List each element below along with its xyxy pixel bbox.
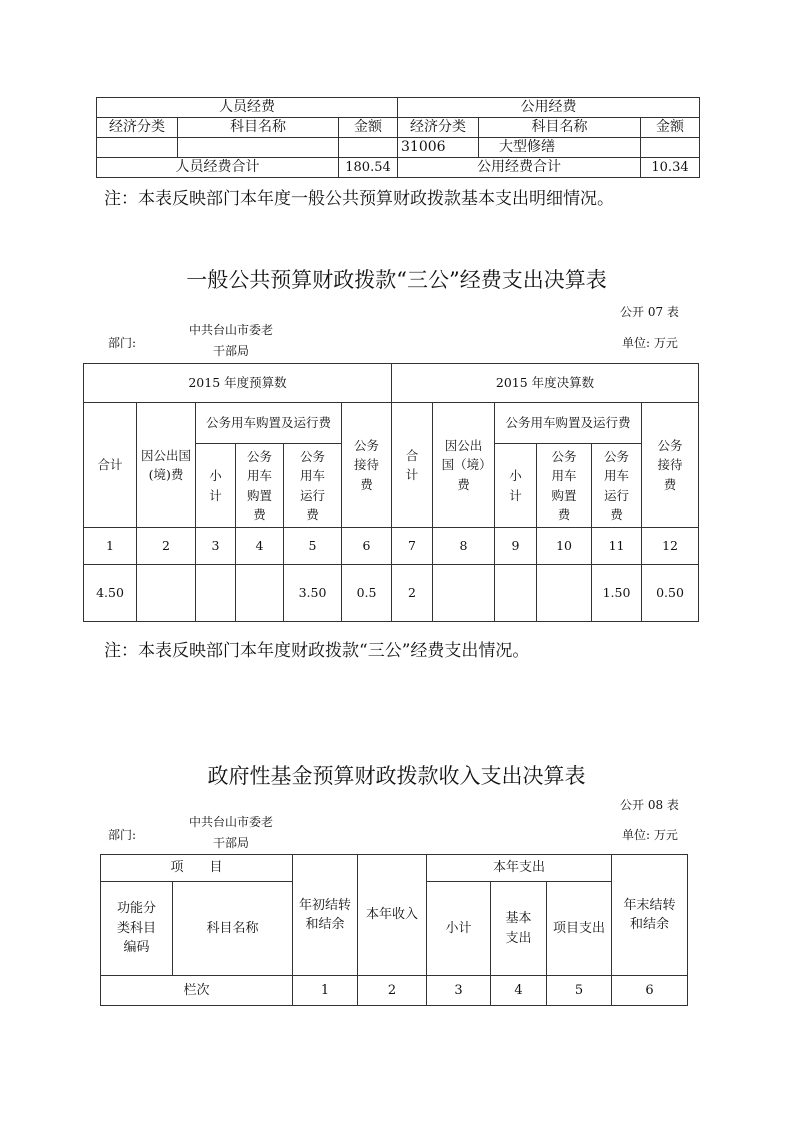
row-label: 栏次 (101, 976, 293, 1006)
dept-name-line2: 干部局 (212, 836, 249, 850)
col-number: 5 (547, 976, 612, 1006)
header-project-expense: 项目支出 (547, 882, 612, 976)
public-header: 公用经费 (398, 98, 700, 118)
col-number: 2 (137, 528, 196, 565)
budget-header: 2015 年度预算数 (84, 364, 392, 403)
header-car-run: 公务用车运行费 (284, 444, 342, 528)
col-number: 7 (392, 528, 433, 565)
value-cell (236, 565, 284, 622)
col-number: 9 (495, 528, 537, 565)
header-abroad: 因公出国(境)费 (137, 403, 196, 528)
header-total: 合计 (84, 403, 137, 528)
header-income: 本年收入 (358, 855, 427, 976)
col-number: 11 (592, 528, 642, 565)
personnel-total-label: 人员经费合计 (97, 158, 339, 178)
dept-name-line2: 干部局 (212, 344, 249, 358)
header-car-group: 公务用车购置及运行费 (196, 403, 342, 444)
basic-expenditure-table (96, 97, 700, 178)
value-cell (196, 565, 236, 622)
cell-empty (97, 138, 178, 158)
three-public-expenses-table (83, 363, 699, 622)
header-end-balance: 年末结转和结余 (612, 855, 688, 976)
table2-code: 公开 07 表 (620, 305, 679, 319)
header-reception-final: 公务接待费 (642, 403, 699, 528)
col-subject-name: 科目名称 (479, 118, 641, 138)
personnel-total-value: 180.54 (339, 158, 398, 178)
header-subject-name: 科目名称 (173, 882, 293, 976)
personnel-header: 人员经费 (97, 98, 398, 118)
public-subject: 大型修缮 (479, 138, 641, 158)
col-number: 4 (491, 976, 547, 1006)
table1-note: 注：本表反映部门本年度一般公共预算财政拨款基本支出明细情况。 (104, 189, 614, 209)
public-total-value: 10.34 (641, 158, 700, 178)
col-number: 1 (84, 528, 137, 565)
table3-title: 政府性基金预算财政拨款收入支出决算表 (207, 764, 586, 788)
header-subtotal: 小计 (427, 882, 491, 976)
value-cell: 1.50 (592, 565, 642, 622)
dept-label: 部门: (108, 828, 137, 842)
header-begin-balance: 年初结转和结余 (293, 855, 358, 976)
col-number: 6 (342, 528, 392, 565)
public-econ-code: 31006 (398, 138, 479, 158)
col-econ-class: 经济分类 (97, 118, 178, 138)
value-cell: 4.50 (84, 565, 137, 622)
public-amount (641, 138, 700, 158)
cell-empty (339, 138, 398, 158)
header-subtotal: 小计 (196, 444, 236, 528)
col-econ-class: 经济分类 (398, 118, 479, 138)
column-number-row (101, 976, 688, 1006)
col-number: 6 (612, 976, 688, 1006)
col-number: 2 (358, 976, 427, 1006)
value-cell (137, 565, 196, 622)
cell-empty (178, 138, 339, 158)
header-subtotal-final: 小计 (495, 444, 537, 528)
col-number: 3 (427, 976, 491, 1006)
government-fund-table (100, 854, 688, 1006)
value-cell (537, 565, 592, 622)
dept-name (176, 812, 286, 854)
unit-label: 单位: 万元 (622, 336, 678, 350)
col-number: 8 (433, 528, 495, 565)
col-number: 5 (284, 528, 342, 565)
dept-name-line1: 中共台山市委老 (188, 323, 273, 337)
dept-label: 部门: (108, 336, 137, 350)
col-subject-name: 科目名称 (178, 118, 339, 138)
col-number: 10 (537, 528, 592, 565)
header-expense-group: 本年支出 (427, 855, 612, 882)
header-car-buy-final: 公务用车购置费 (537, 444, 592, 528)
header-basic-expense: 基本支出 (491, 882, 547, 976)
col-number: 4 (236, 528, 284, 565)
value-cell: 0.50 (642, 565, 699, 622)
header-func-code: 功能分类科目编码 (101, 882, 173, 976)
table3-code: 公开 08 表 (620, 798, 679, 812)
header-item: 项 目 (101, 855, 293, 882)
final-header: 2015 年度决算数 (392, 364, 699, 403)
col-amount: 金额 (339, 118, 398, 138)
table2-title: 一般公共预算财政拨款“三公”经费支出决算表 (186, 268, 607, 292)
column-number-row (84, 528, 699, 565)
table-row (84, 565, 699, 622)
header-abroad-final: 因公出国（境）费 (433, 403, 495, 528)
value-cell (495, 565, 537, 622)
header-car-run-final: 公务用车运行费 (592, 444, 642, 528)
col-amount: 金额 (641, 118, 700, 138)
value-cell: 3.50 (284, 565, 342, 622)
col-number: 12 (642, 528, 699, 565)
header-reception: 公务接待费 (342, 403, 392, 528)
value-cell: 2 (392, 565, 433, 622)
header-car-group-final: 公务用车购置及运行费 (495, 403, 642, 444)
public-total-label: 公用经费合计 (398, 158, 641, 178)
dept-name-line1: 中共台山市委老 (188, 815, 273, 829)
dept-name (176, 320, 286, 362)
unit-label: 单位: 万元 (622, 828, 678, 842)
col-number: 3 (196, 528, 236, 565)
header-total-final: 合计 (392, 403, 433, 528)
header-car-buy: 公务用车购置费 (236, 444, 284, 528)
table-row (97, 138, 700, 158)
total-row (97, 158, 700, 178)
col-number: 1 (293, 976, 358, 1006)
value-cell: 0.5 (342, 565, 392, 622)
table2-note: 注：本表反映部门本年度财政拨款“三公”经费支出情况。 (104, 641, 530, 661)
value-cell (433, 565, 495, 622)
